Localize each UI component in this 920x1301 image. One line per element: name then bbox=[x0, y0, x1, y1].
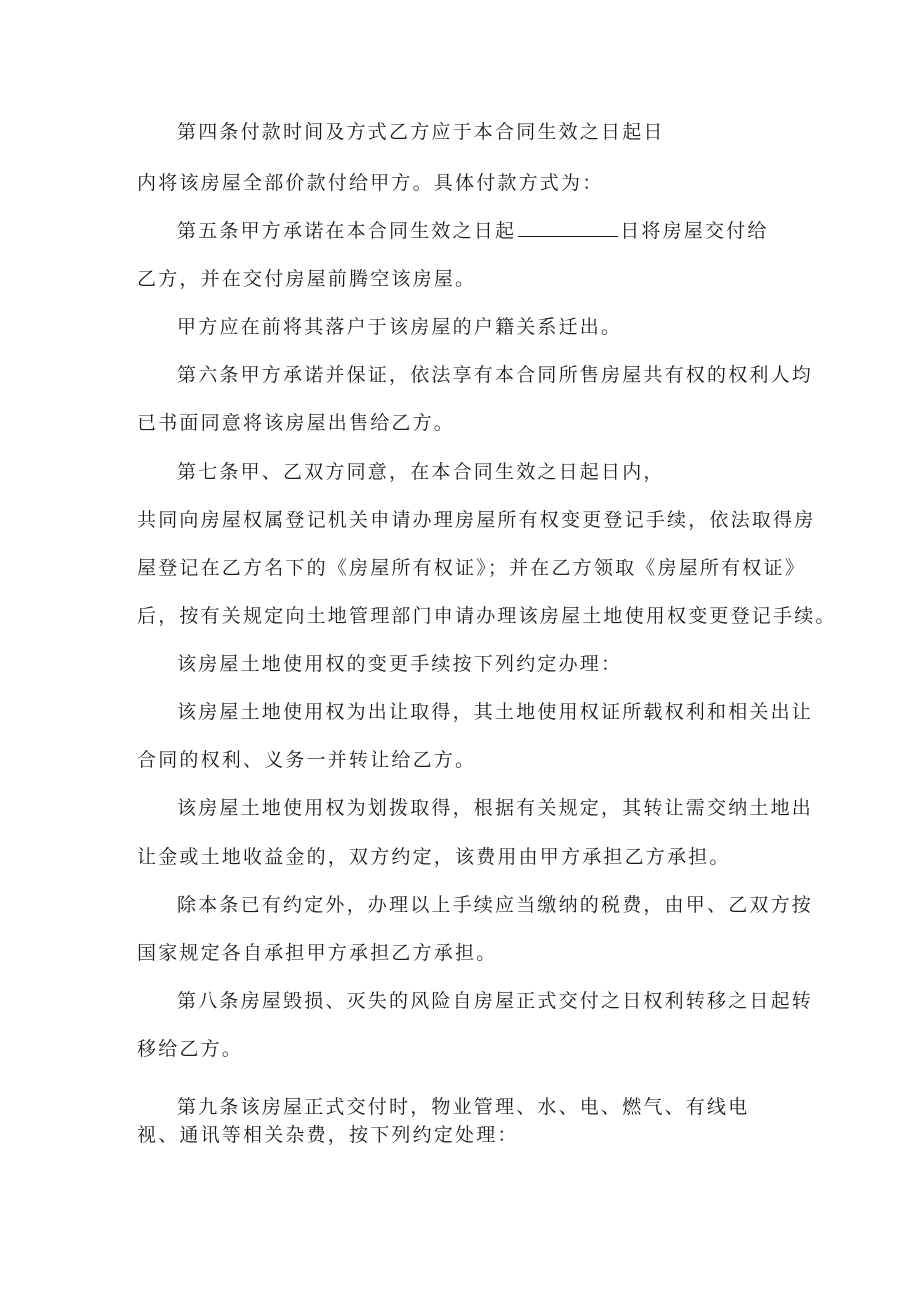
clause-8-line-1: 第八条房屋毁损、灭失的风险自房屋正式交付之日权利转移之日起转 bbox=[177, 990, 814, 1012]
clause-4-line-1: 第四条付款时间及方式乙方应于本合同生效之日起日 bbox=[177, 121, 665, 143]
clause-9-line-1: 第九条该房屋正式交付时，物业管理、水、电、燃气、有线电 bbox=[177, 1096, 750, 1118]
clause-5-line-2: 乙方，并在交付房屋前腾空该房屋。 bbox=[137, 268, 477, 290]
clause-5-line-3: 甲方应在前将其落户于该房屋的户籍关系迁出。 bbox=[177, 316, 623, 338]
clause-5-text-b: 日将房屋交付给 bbox=[620, 220, 769, 242]
land-use-transfer-line-2: 合同的权利、义务一并转让给乙方。 bbox=[137, 749, 477, 771]
clause-9-line-2: 视、通讯等相关杂费，按下列约定处理： bbox=[137, 1124, 519, 1146]
land-use-allocated-line-2: 让金或土地收益金的，双方约定，该费用由甲方承担乙方承担。 bbox=[137, 846, 731, 868]
clause-6-line-2: 已书面同意将该房屋出售给乙方。 bbox=[137, 412, 456, 434]
clause-5-line-1 bbox=[177, 219, 769, 243]
land-use-transfer-line-1: 该房屋土地使用权为出让取得，其土地使用权证所载权利和相关出让 bbox=[177, 701, 814, 723]
clause-8-line-2: 移给乙方。 bbox=[137, 1038, 244, 1060]
land-use-allocated-line-1: 该房屋土地使用权为划拨取得，根据有关规定，其转让需交纳土地出 bbox=[177, 797, 814, 819]
clause-5-text-a: 第五条甲方承诺在本合同生效之日起 bbox=[177, 220, 517, 242]
tax-line-2: 国家规定各自承担甲方承担乙方承担。 bbox=[137, 942, 498, 964]
clause-7-line-4: 后，按有关规定向土地管理部门申请办理该房屋土地使用权变更登记手续。 bbox=[137, 605, 837, 627]
clause-7-line-1: 第七条甲、乙双方同意，在本合同生效之日起日内， bbox=[177, 461, 665, 483]
land-use-intro: 该房屋土地使用权的变更手续按下列约定办理： bbox=[177, 653, 623, 675]
blank-underline bbox=[518, 220, 618, 237]
clause-6-line-1: 第六条甲方承诺并保证，依法享有本合同所售房屋共有权的权利人均 bbox=[177, 364, 814, 386]
clause-7-line-2: 共同向房屋权属登记机关申请办理房屋所有权变更登记手续，依法取得房 bbox=[137, 509, 816, 531]
clause-7-line-3: 屋登记在乙方名下的《房屋所有权证》；并在乙方领取《房屋所有权证》 bbox=[137, 557, 806, 579]
tax-line-1: 除本条已有约定外，办理以上手续应当缴纳的税费，由甲、乙双方按 bbox=[177, 894, 814, 916]
clause-4-line-2: 内将该房屋全部价款付给甲方。具体付款方式为： bbox=[137, 172, 604, 194]
